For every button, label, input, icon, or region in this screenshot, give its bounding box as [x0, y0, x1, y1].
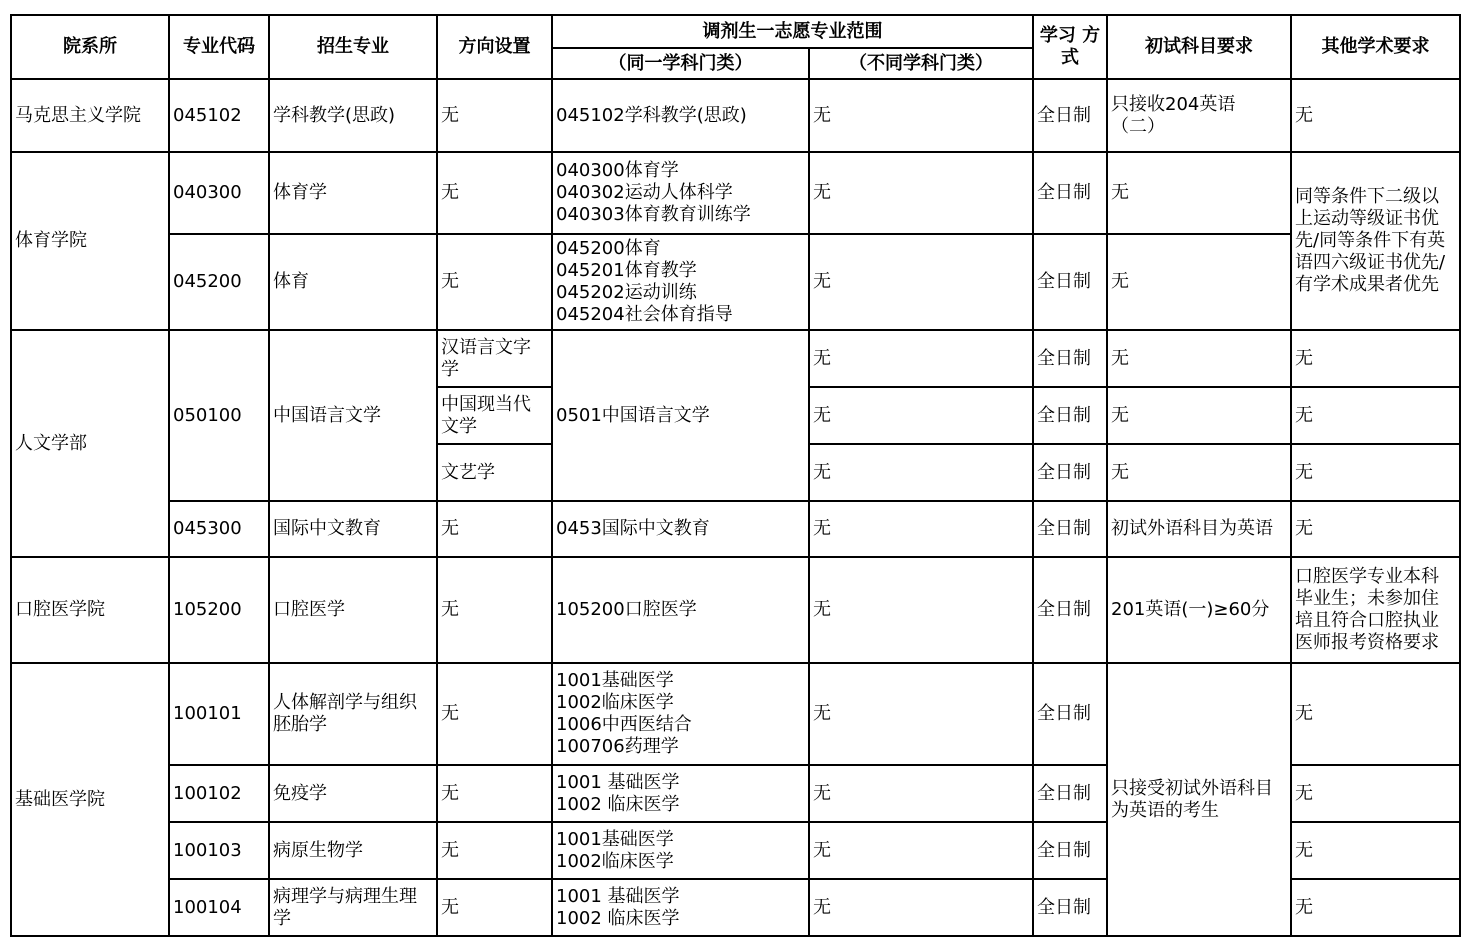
diff-discipline-cell: 无 — [809, 444, 1033, 501]
direction-cell: 无 — [437, 79, 552, 152]
exam-cell: 无 — [1107, 387, 1291, 444]
code-cell: 100104 — [169, 879, 269, 936]
diff-discipline-cell: 无 — [809, 234, 1033, 330]
diff-discipline-cell: 无 — [809, 330, 1033, 387]
header-direction: 方向设置 — [437, 15, 552, 79]
other-cell: 无 — [1291, 330, 1460, 387]
direction-cell: 无 — [437, 501, 552, 557]
exam-cell: 无 — [1107, 234, 1291, 330]
header-code: 专业代码 — [169, 15, 269, 79]
same-discipline-cell: 1001基础医学 1002临床医学 — [552, 822, 809, 879]
major-cell: 病原生物学 — [269, 822, 437, 879]
college-cell: 体育学院 — [11, 152, 169, 330]
same-discipline-cell: 1001 基础医学 1002 临床医学 — [552, 765, 809, 822]
header-same-discipline: （同一学科门类） — [552, 48, 809, 79]
college-cell: 基础医学院 — [11, 663, 169, 936]
direction-cell: 中国现当代文学 — [437, 387, 552, 444]
table-row — [11, 501, 1460, 557]
other-cell: 无 — [1291, 765, 1460, 822]
study-mode-cell: 全日制 — [1033, 501, 1107, 557]
college-cell: 人文学部 — [11, 330, 169, 557]
direction-cell: 无 — [437, 663, 552, 765]
same-discipline-cell: 105200口腔医学 — [552, 557, 809, 663]
diff-discipline-cell: 无 — [809, 557, 1033, 663]
same-discipline-cell: 1001基础医学 1002临床医学 1006中西医结合 100706药理学 — [552, 663, 809, 765]
code-cell: 100103 — [169, 822, 269, 879]
major-cell: 国际中文教育 — [269, 501, 437, 557]
other-cell: 无 — [1291, 444, 1460, 501]
admissions-table — [10, 14, 1461, 937]
direction-cell: 无 — [437, 822, 552, 879]
table-row — [11, 79, 1460, 152]
code-cell: 100102 — [169, 765, 269, 822]
header-college: 院系所 — [11, 15, 169, 79]
code-cell: 040300 — [169, 152, 269, 234]
other-cell: 无 — [1291, 501, 1460, 557]
diff-discipline-cell: 无 — [809, 765, 1033, 822]
exam-cell: 201英语(一)≥60分 — [1107, 557, 1291, 663]
header-exam-requirement: 初试科目要求 — [1107, 15, 1291, 79]
header-other-requirement: 其他学术要求 — [1291, 15, 1460, 79]
table-row — [11, 330, 1460, 387]
diff-discipline-cell: 无 — [809, 663, 1033, 765]
code-cell: 045200 — [169, 234, 269, 330]
study-mode-cell: 全日制 — [1033, 330, 1107, 387]
same-discipline-cell: 0453国际中文教育 — [552, 501, 809, 557]
direction-cell: 汉语言文字学 — [437, 330, 552, 387]
other-cell: 口腔医学专业本科毕业生；未参加住培且符合口腔执业医师报考资格要求 — [1291, 557, 1460, 663]
other-cell: 无 — [1291, 822, 1460, 879]
same-discipline-cell: 1001 基础医学 1002 临床医学 — [552, 879, 809, 936]
study-mode-cell: 全日制 — [1033, 663, 1107, 765]
exam-cell: 只接收204英语 （二） — [1107, 79, 1291, 152]
study-mode-cell: 全日制 — [1033, 234, 1107, 330]
code-cell: 050100 — [169, 330, 269, 501]
college-cell: 马克思主义学院 — [11, 79, 169, 152]
header-major: 招生专业 — [269, 15, 437, 79]
table-row — [11, 234, 1460, 330]
major-cell: 免疫学 — [269, 765, 437, 822]
header-diff-discipline: （不同学科门类） — [809, 48, 1033, 79]
direction-cell: 无 — [437, 557, 552, 663]
code-cell: 045102 — [169, 79, 269, 152]
major-cell: 中国语言文学 — [269, 330, 437, 501]
major-cell: 体育学 — [269, 152, 437, 234]
study-mode-cell: 全日制 — [1033, 152, 1107, 234]
study-mode-cell: 全日制 — [1033, 557, 1107, 663]
table-row — [11, 663, 1460, 765]
exam-cell: 初试外语科目为英语 — [1107, 501, 1291, 557]
diff-discipline-cell: 无 — [809, 501, 1033, 557]
major-cell: 口腔医学 — [269, 557, 437, 663]
same-discipline-cell: 0501中国语言文学 — [552, 330, 809, 501]
code-cell: 105200 — [169, 557, 269, 663]
direction-cell: 无 — [437, 234, 552, 330]
diff-discipline-cell: 无 — [809, 79, 1033, 152]
same-discipline-cell: 045200体育 045201体育教学 045202运动训练 045204社会体育指导 — [552, 234, 809, 330]
code-cell: 100101 — [169, 663, 269, 765]
direction-cell: 无 — [437, 152, 552, 234]
header-adjust-range: 调剂生一志愿专业范围 — [552, 15, 1033, 48]
diff-discipline-cell: 无 — [809, 879, 1033, 936]
exam-cell: 无 — [1107, 330, 1291, 387]
study-mode-cell: 全日制 — [1033, 879, 1107, 936]
exam-cell: 无 — [1107, 444, 1291, 501]
other-cell: 无 — [1291, 663, 1460, 765]
diff-discipline-cell: 无 — [809, 387, 1033, 444]
direction-cell: 文艺学 — [437, 444, 552, 501]
direction-cell: 无 — [437, 879, 552, 936]
same-discipline-cell: 045102学科教学(思政) — [552, 79, 809, 152]
diff-discipline-cell: 无 — [809, 822, 1033, 879]
study-mode-cell: 全日制 — [1033, 79, 1107, 152]
major-cell: 人体解剖学与组织胚胎学 — [269, 663, 437, 765]
exam-cell: 无 — [1107, 152, 1291, 234]
study-mode-cell: 全日制 — [1033, 822, 1107, 879]
header-study-mode: 学习 方式 — [1033, 15, 1107, 79]
other-cell: 无 — [1291, 879, 1460, 936]
other-cell: 同等条件下二级以上运动等级证书优先/同等条件下有英语四六级证书优先/有学术成果者优先 — [1291, 152, 1460, 330]
major-cell: 病理学与病理生理学 — [269, 879, 437, 936]
other-cell: 无 — [1291, 387, 1460, 444]
study-mode-cell: 全日制 — [1033, 765, 1107, 822]
major-cell: 体育 — [269, 234, 437, 330]
code-cell: 045300 — [169, 501, 269, 557]
other-cell: 无 — [1291, 79, 1460, 152]
direction-cell: 无 — [437, 765, 552, 822]
study-mode-cell: 全日制 — [1033, 387, 1107, 444]
same-discipline-cell: 040300体育学 040302运动人体科学 040303体育教育训练学 — [552, 152, 809, 234]
college-cell: 口腔医学院 — [11, 557, 169, 663]
diff-discipline-cell: 无 — [809, 152, 1033, 234]
study-mode-cell: 全日制 — [1033, 444, 1107, 501]
exam-cell: 只接受初试外语科目为英语的考生 — [1107, 663, 1291, 936]
major-cell: 学科教学(思政) — [269, 79, 437, 152]
table-row — [11, 152, 1460, 234]
table-row — [11, 557, 1460, 663]
